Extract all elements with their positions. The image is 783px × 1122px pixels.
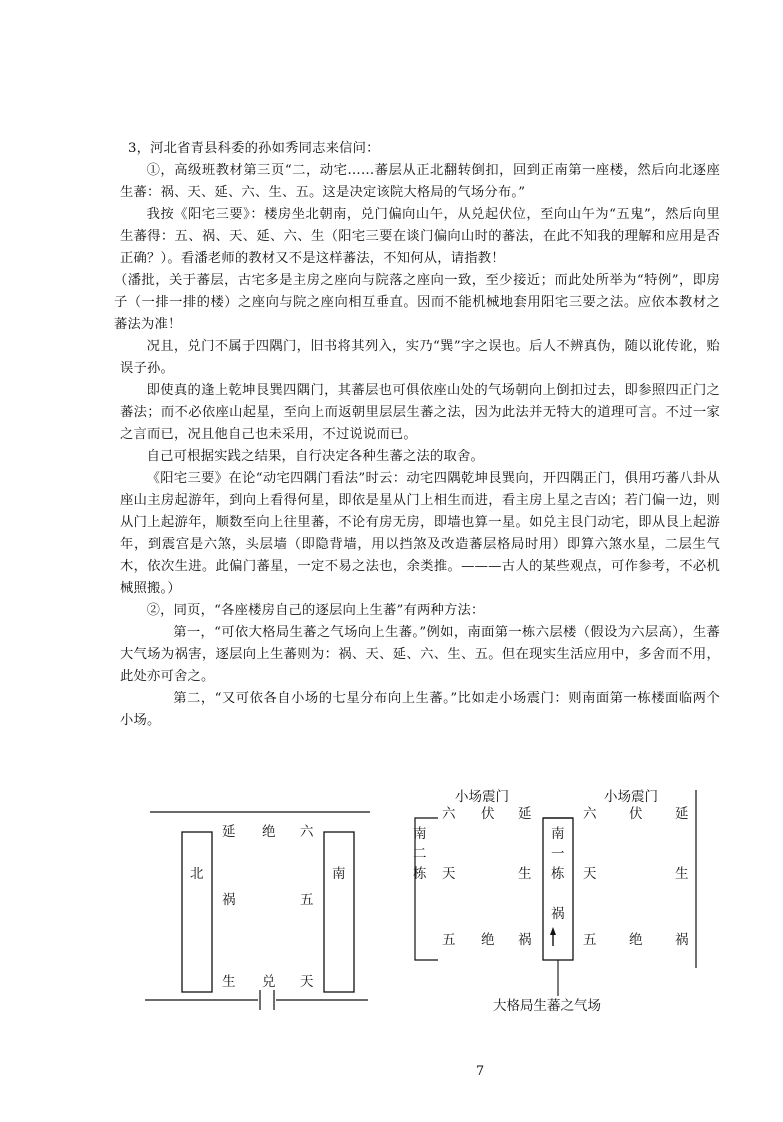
star-label: 绝 — [262, 824, 276, 840]
paragraph: 3，河北省青县科委的孙如秀同志来信问： — [128, 141, 380, 156]
page-number: 7 — [475, 1064, 485, 1079]
star-label: 伏 — [629, 806, 643, 822]
paragraph: 况且，兑门不属于四隅门，旧书将其列入，实乃“巽”字之误也。后人不辨真伪，随以讹传讹，贻误子孙。 — [120, 339, 720, 376]
star-label: 生 — [222, 974, 236, 990]
paragraph: ②，同页，“各座楼房自己的逐层向上生蕃”有两种方法： — [146, 603, 485, 618]
star-label: 生 — [518, 866, 532, 882]
paragraph: 我按《阳宅三要》：楼房坐北朝南，兑门偏向山午，从兑起伏位，至向山午为“五鬼”，然后向里生蕃得：五、祸、天、延、六、生（阳宅三要在谈门偏向山时的蕃法，在此不知我的理解和应用是否正确？）。看潘老师的教材又不是这样蕃法，不知何从，请指教！ — [120, 207, 720, 266]
building-1-label: 南 — [551, 826, 565, 842]
star-label: 祸 — [222, 892, 236, 908]
paragraph: 第二，“又可依各自小场的七星分布向上生蕃。”比如走小场震门：则南面第一栋楼面临两个小场。 — [120, 691, 720, 728]
star-label: 延 — [518, 806, 532, 822]
building-1-label: 祸 — [551, 906, 565, 922]
star-label: 天 — [300, 974, 314, 990]
building-2-label: 栋 — [413, 866, 427, 882]
north-building — [182, 832, 212, 992]
star-label: 五 — [442, 932, 456, 948]
building-1-label: 一 — [551, 846, 565, 862]
gate-label: 小场震门 — [604, 789, 658, 805]
up-arrow-head-icon — [550, 927, 556, 935]
star-label: 五 — [300, 892, 314, 908]
north-label: 北 — [190, 866, 204, 882]
paragraph: 第一，“可依大格局生蕃之气场向上生蕃。”例如，南面第一栋六层楼（假设为六层高），生蕃大气场为祸害，逐层向上生蕃则为：祸、天、延、六、生、五。但在现实生活应用中，多舍而不用，此处亦可舍之。 — [120, 625, 720, 684]
star-label: 绝 — [481, 932, 495, 948]
paragraph: ①，高级班教材第三页“二，动宅……蕃层从正北翻转倒扣，回到正南第一座楼，然后向北逐座生蕃：祸、天、延、六、生、五。这是决定该院大格局的气场分布。” — [120, 163, 720, 200]
right-diagram — [413, 788, 696, 1014]
star-label: 五 — [583, 932, 597, 948]
star-label: 祸 — [518, 932, 532, 948]
south-building — [324, 832, 354, 992]
star-label: 生 — [675, 866, 689, 882]
star-label: 天 — [442, 866, 456, 882]
star-label: 兑 — [262, 974, 276, 990]
star-label: 六 — [442, 806, 456, 822]
diagram-caption: 大格局生蕃之气场 — [493, 998, 601, 1014]
building-2-label: 二 — [413, 846, 427, 862]
left-diagram — [145, 812, 370, 1010]
building-2-label: 南 — [413, 826, 427, 842]
gate-label: 小场震门 — [455, 789, 509, 805]
star-label: 祸 — [675, 932, 689, 948]
star-label: 六 — [583, 806, 597, 822]
paragraph: 《阳宅三要》在论“动宅四隅门看法”时云：动宅四隅乾坤艮巽向，开四隅正门，俱用巧蕃八卦从座山主房起游年，到向上看得何星，即依是星从门上相生而进，看主房上星之吉凶；若门偏一边，则从门上起游年，顺数至向上往里蕃，不论有房无房，即墙也算一星。如兑主艮门动宅，即从艮上起游年，到震宫是六煞，头层墙（即隐背墙，用以挡煞及改造蕃层格局时用）即算六煞水星，二层生气木，依次生进。此偏门蕃星，一定不易之法也，余类推。———古人的某些观点，可作参考，不必机械照搬。） — [120, 471, 720, 596]
paragraph: 自己可根据实践之结果，自行决定各种生蕃之法的取舍。 — [146, 449, 485, 464]
paragraph: 即使真的逢上乾坤艮巽四隅门，其蕃层也可俱依座山处的气场朝向上倒扣过去，即参照四正门之蕃法；而不必依座山起星，至向上而返朝里层层生蕃之法，因为此法并无特大的道理可言。不过一家之言而已，况且他自己也未采用，不过说说而已。 — [120, 383, 720, 442]
paragraph: （潘批，关于蕃层，古宅多是主房之座向与院落之座向一致，至少接近；而此处所举为“特例”，即房子（一排一排的楼）之座向与院之座向相互垂直。因而不能机械地套用阳宅三要之法。应依本教材之蕃法为准！ — [114, 273, 720, 332]
star-label: 延 — [222, 824, 236, 840]
star-label: 延 — [675, 806, 689, 822]
star-label: 绝 — [629, 932, 643, 948]
star-label: 六 — [300, 824, 314, 840]
south-label: 南 — [332, 866, 346, 882]
building-1-label: 栋 — [551, 866, 565, 882]
star-label: 天 — [583, 866, 597, 882]
star-label: 伏 — [481, 806, 495, 822]
